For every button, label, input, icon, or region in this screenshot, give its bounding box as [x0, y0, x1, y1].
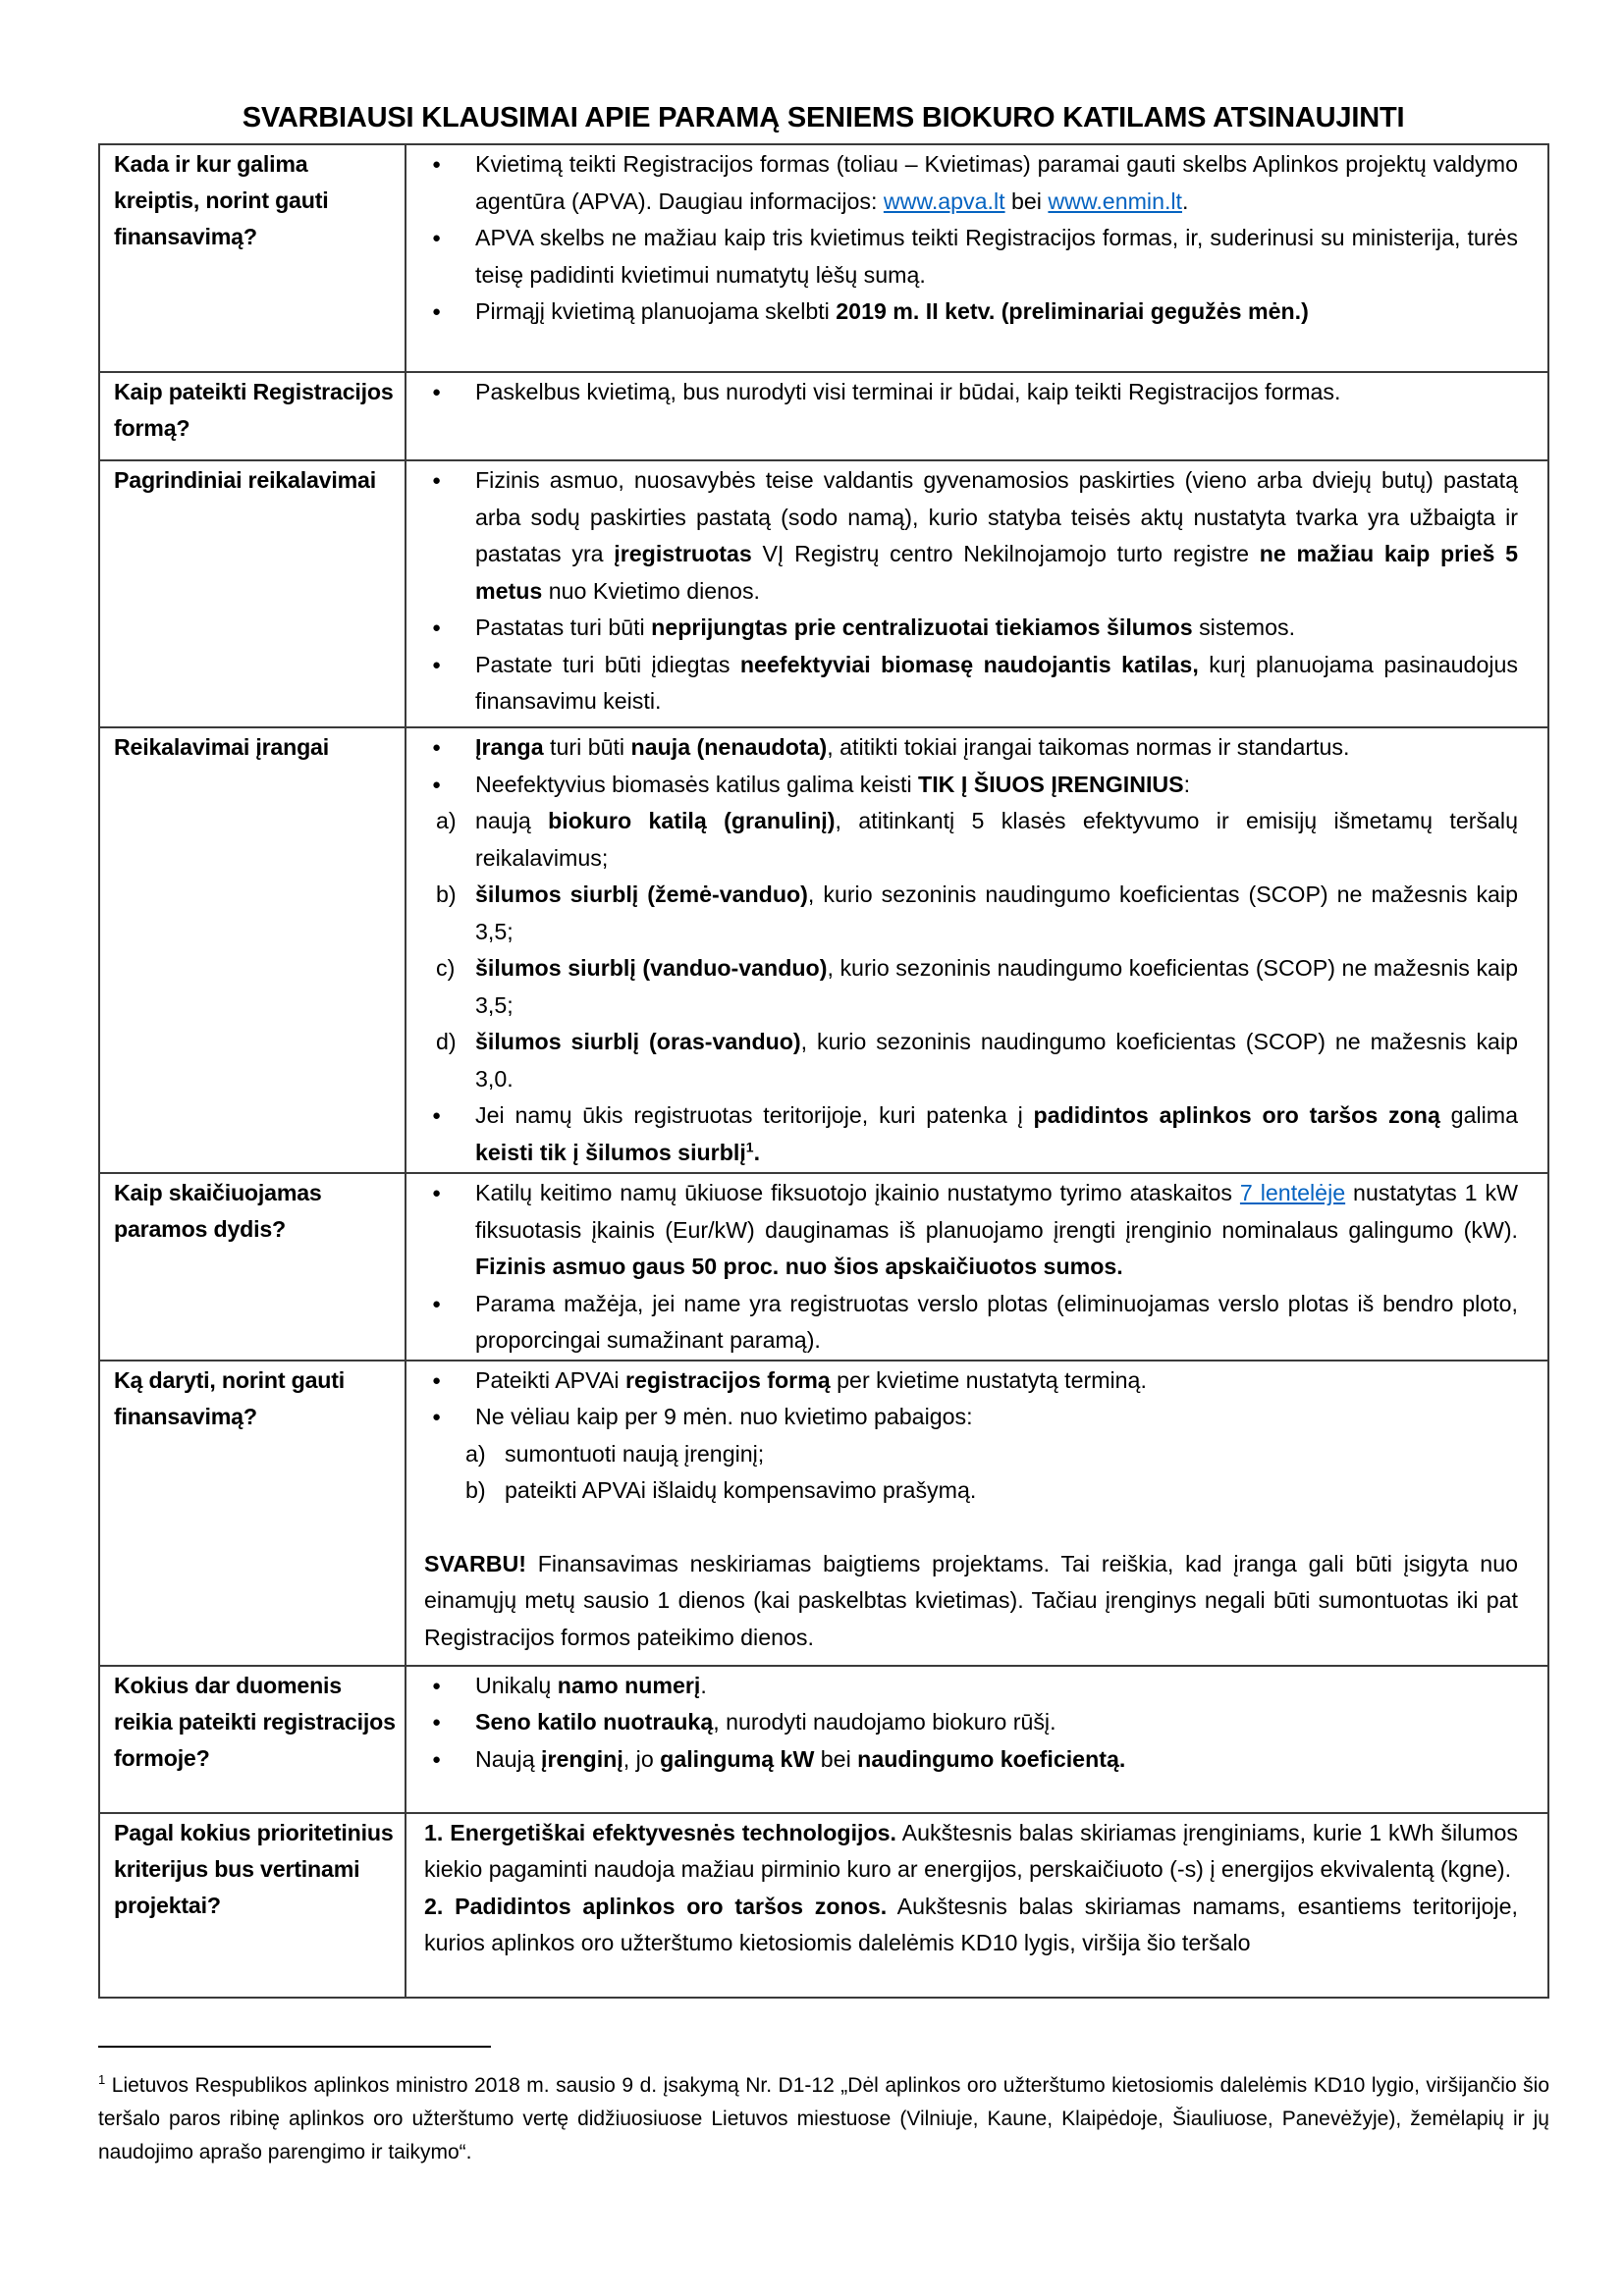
- bold-text: .: [753, 1139, 761, 1165]
- bullet-item: ● Paskelbus kvietimą, bus nurodyti visi terminai ir būdai, kaip teikti Registracijos formas.: [406, 374, 1518, 411]
- bold-text: ne mažiau kaip prieš 5 metus: [475, 541, 1518, 604]
- faq-row-what-to-do: [99, 1361, 1548, 1666]
- sub-item: [436, 1024, 1518, 1097]
- bold-text: 2. Padidintos aplinkos oro taršos zonos.: [424, 1893, 888, 1919]
- bullet-item: ● Pirmąjį kvietimą planuojama skelbti 2019 m. II ketv. (preliminariai gegužės mėn.): [406, 294, 1518, 331]
- bullet-item: ● Seno katilo nuotrauką, nurodyti naudojamo biokuro rūšį.: [406, 1704, 1518, 1741]
- question-cell: Reikalavimai įrangai: [99, 727, 406, 1173]
- faq-row-when-where: [99, 144, 1548, 372]
- footnote-separator: [98, 2046, 491, 2048]
- bold-text: namo numerį: [557, 1672, 701, 1698]
- sub-text: naują biokuro katilą (granulinį), atitinkantį 5 klasės efektyvumo ir emisijų išmetamų teršalų reikalavimus;: [475, 808, 1518, 871]
- question-cell: Kokius dar duomenis reikia pateikti registracijos formoje?: [99, 1666, 406, 1813]
- sub-item: [436, 803, 1518, 877]
- answer-cell: [406, 1666, 1548, 1813]
- bullet-list: [406, 374, 1518, 411]
- bullet-item: ● Unikalų namo numerį.: [406, 1668, 1518, 1705]
- answer-cell: [406, 1361, 1548, 1666]
- bold-text: nauja (nenaudota): [630, 734, 828, 760]
- bold-text: 2019 m. II ketv. (preliminariai gegužės mėn.): [836, 298, 1309, 324]
- bold-text: galingumą kW: [660, 1745, 815, 1772]
- sub-item: [436, 877, 1518, 950]
- bullet-item: ● Jei namų ūkis registruotas teritorijoje, kuri patenka į padidintos aplinkos oro taršos zoną galima keisti tik į šilumos siurblį$^1$.: [406, 1097, 1518, 1171]
- bold-text: padidintos aplinkos oro taršos zoną: [1033, 1102, 1440, 1128]
- sub-text: šilumos siurblį (vanduo-vanduo), kurio sezoninis naudingumo koeficientas (SCOP) ne mažesnis kaip 3,5;: [475, 955, 1518, 1018]
- equipment-options-list: [436, 803, 1518, 1097]
- sub-marker: c): [436, 955, 456, 981]
- bullet-item: [406, 767, 1518, 1098]
- bold-text: biokuro katilą (granulinį): [548, 808, 836, 833]
- bold-text: Seno katilo nuotrauką: [475, 1709, 714, 1735]
- bold-text: 1. Energetiškai efektyvesnės technologijos.: [424, 1819, 896, 1845]
- faq-row-support-amount: [99, 1173, 1548, 1361]
- faq-row-priority-criteria: [99, 1813, 1548, 1998]
- bullet-text: Ne vėliau kaip per 9 mėn. nuo kvietimo pabaigos:: [475, 1404, 973, 1429]
- bullet-list: [406, 146, 1518, 331]
- page-title: SVARBIAUSI KLAUSIMAI APIE PARAMĄ SENIEMS BIOKURO KATILAMS ATSINAUJINTI: [242, 102, 1405, 133]
- footnote-marker: 1: [98, 2072, 106, 2087]
- faq-row-how-submit: [99, 372, 1548, 460]
- answer-cell: [406, 144, 1548, 372]
- bold-text: įregistruotas: [614, 541, 752, 566]
- footnote-reference[interactable]: 1: [745, 1138, 754, 1154]
- bold-text: šilumos siurblį (oras-vanduo): [475, 1029, 801, 1054]
- sub-item: [465, 1472, 1518, 1510]
- bullet-item: ● Kvietimą teikti Registracijos formas (toliau – Kvietimas) paramai gauti skelbs Aplinkos projektų valdymo agentūra (APVA). Daugiau informacijos: www.apva.lt bei www.enmin.lt.: [406, 146, 1518, 220]
- answer-cell: [406, 1173, 1548, 1361]
- footnote-text: Lietuvos Respublikos aplinkos ministro 2018 m. sausio 9 d. įsakymą Nr. D1-12 „Dėl aplinkos oro užterštumo kietosiomis dalelėmis KD10 lygio, viršijančio šio teršalo paros ribinę aplinkos oro užterštumo vertę didžiuosiuose Lietuvos miestuose (Vilniuje, Kaune, Klaipėdoje, Šiauliuose, Panevėžyje), žemėlapių ir jų naudojimo aprašo parengimo ir taikymo“.: [98, 2074, 1549, 2163]
- bold-text: naudingumo koeficientą.: [857, 1745, 1126, 1772]
- spacer: [406, 1510, 1518, 1546]
- bullet-text: Neefektyvius biomasės katilus galima keisti TIK Į ŠIUOS ĮRENGINIUS:: [475, 771, 1191, 797]
- footnote: [98, 2069, 1549, 2169]
- sub-marker: d): [436, 1029, 457, 1054]
- bold-text: registracijos formą: [624, 1366, 831, 1393]
- criteria-paragraph: 1. Energetiškai efektyvesnės technologijos. Aukštesnis balas skiriamas įrenginiams, kurie 1 kWh šilumos kiekio pagaminti naudoja mažiau pirminio kuro ar energijos, perskaičiuoto (-s) į energijos ekvivalentą (kgne).: [424, 1819, 1518, 1882]
- bullet-list: [406, 1668, 1518, 1779]
- sub-text: šilumos siurblį (oras-vanduo), kurio sezoninis naudingumo koeficientas (SCOP) ne mažesnis kaip 3,0.: [475, 1029, 1518, 1092]
- question-cell: Ką daryti, norint gauti finansavimą?: [99, 1361, 406, 1666]
- bullet-item: [406, 1399, 1518, 1510]
- bold-text: įrenginį: [541, 1745, 623, 1772]
- sub-marker: a): [465, 1440, 486, 1467]
- bold-text: Fizinis asmuo gaus 50 proc. nuo šios apskaičiuotos sumos.: [475, 1254, 1123, 1279]
- sub-marker: b): [436, 881, 457, 907]
- answer-cell: [406, 1813, 1548, 1998]
- faq-table: [98, 143, 1549, 1999]
- sub-text: šilumos siurblį (žemė-vanduo), kurio sezoninis naudingumo koeficientas (SCOP) ne mažesnis kaip 3,5;: [475, 881, 1518, 944]
- steps-list: [465, 1436, 1518, 1510]
- bold-text: TIK Į ŠIUOS ĮRENGINIUS: [918, 771, 1184, 797]
- answer-cell: [406, 372, 1548, 460]
- bullet-item: ● Naują įrenginį, jo galingumą kW bei naudingumo koeficientą.: [406, 1741, 1518, 1779]
- bullet-item: ● Pastate turi būti įdiegtas neefektyviai biomasę naudojantis katilas, kurį planuojama pasinaudojus finansavimu keisti.: [406, 647, 1518, 721]
- bold-text: šilumos siurblį (žemė-vanduo): [475, 881, 808, 907]
- hyperlink[interactable]: www.enmin.lt: [1048, 187, 1182, 214]
- bold-text: neprijungtas prie centralizuotai tiekiamos šilumos: [651, 614, 1193, 640]
- bold-text: SVARBU!: [424, 1550, 526, 1576]
- bold-text: šilumos siurblį (vanduo-vanduo): [475, 955, 828, 981]
- bold-text: neefektyviai biomasę naudojantis katilas,: [739, 651, 1199, 677]
- bullet-item: ● Katilų keitimo namų ūkiuose fiksuotojo įkainio nustatymo tyrimo ataskaitos 7 lentelėje nustatytas 1 kW fiksuotasis įkainis (Eur/kW) dauginamas iš planuojamo įrengti įrenginio nominalaus galingumo (kW). Fizinis asmuo gaus 50 proc. nuo šios apskaičiuotos sumos.: [406, 1175, 1518, 1286]
- sub-marker: b): [465, 1477, 486, 1503]
- sub-item: [465, 1436, 1518, 1473]
- question-cell: Kada ir kur galima kreiptis, norint gauti finansavimą?: [99, 144, 406, 372]
- bullet-item: ● APVA skelbs ne mažiau kaip tris kvietimus teikti Registracijos formas, ir, suderinusi su ministerija, turės teisę padidinti kvietimui numatytų lėšų sumą.: [406, 220, 1518, 294]
- sub-text: sumontuoti naują įrenginį;: [505, 1440, 765, 1467]
- bullet-item: ● Parama mažėja, jei name yra registruotas verslo plotas (eliminuojamas verslo plotas iš bendro ploto, proporcingai sumažinant paramą).: [406, 1286, 1518, 1360]
- hyperlink[interactable]: 7 lentelėje: [1239, 1180, 1346, 1205]
- sub-text: pateikti APVAi išlaidų kompensavimo prašymą.: [505, 1477, 977, 1503]
- faq-row-equipment-requirements: [99, 727, 1548, 1173]
- answer-cell: [406, 727, 1548, 1173]
- bullet-item: ● Fizinis asmuo, nuosavybės teise valdantis gyvenamosios paskirties (vieno arba dviejų butų) pastatą arba sodų paskirties pastatą (sodo namą), kurio statyba teisės aktų nustatyta tvarka yra užbaigta ir pastatas yra įregistruotas VĮ Registrų centro Nekilnojamojo turto registre ne mažiau kaip prieš 5 metus nuo Kvietimo dienos.: [406, 462, 1518, 610]
- question-cell: Kaip skaičiuojamas paramos dydis?: [99, 1173, 406, 1361]
- criteria-paragraph: 2. Padidintos aplinkos oro taršos zonos. Aukštesnis balas skiriamas namams, esantiems teritorijoje, kurios aplinkos oro užterštumo kietosiomis dalelėmis KD10 lygis, viršija šio teršalo: [424, 1893, 1518, 1955]
- bullet-list: [406, 1362, 1518, 1510]
- bold-text: Įranga: [475, 734, 544, 760]
- bullet-list: [406, 729, 1518, 1171]
- faq-row-main-requirements: [99, 460, 1548, 727]
- bullet-item: ● Įranga turi būti nauja (nenaudota), atitikti tokiai įrangai taikomas normas ir standartus.: [406, 729, 1518, 767]
- bold-text: keisti tik į šilumos siurblį: [475, 1139, 746, 1165]
- answer-cell: [406, 460, 1548, 727]
- sub-marker: a): [436, 808, 457, 833]
- hyperlink[interactable]: www.apva.lt: [883, 187, 1005, 214]
- bullet-item: ● Pastatas turi būti neprijungtas prie centralizuotai tiekiamos šilumos sistemos.: [406, 610, 1518, 647]
- bullet-list: [406, 1175, 1518, 1360]
- important-note: SVARBU! Finansavimas neskiriamas baigtiems projektams. Tai reiškia, kad įranga gali būti įsigyta nuo einamųjų metų sausio 1 dienos (kai paskelbtas kvietimas). Tačiau įrenginys negali būti sumontuotas iki pat Registracijos formos pateikimo dienos.: [424, 1550, 1518, 1650]
- faq-row-registration-data: [99, 1666, 1548, 1813]
- bullet-list: [406, 462, 1518, 721]
- question-cell: Kaip pateikti Registracijos formą?: [99, 372, 406, 460]
- question-cell: Pagal kokius prioritetinius kriterijus bus vertinami projektai?: [99, 1813, 406, 1998]
- sub-item: [436, 950, 1518, 1024]
- bullet-item: ● Pateikti APVAi registracijos formą per kvietime nustatytą terminą.: [406, 1362, 1518, 1400]
- question-cell: Pagrindiniai reikalavimai: [99, 460, 406, 727]
